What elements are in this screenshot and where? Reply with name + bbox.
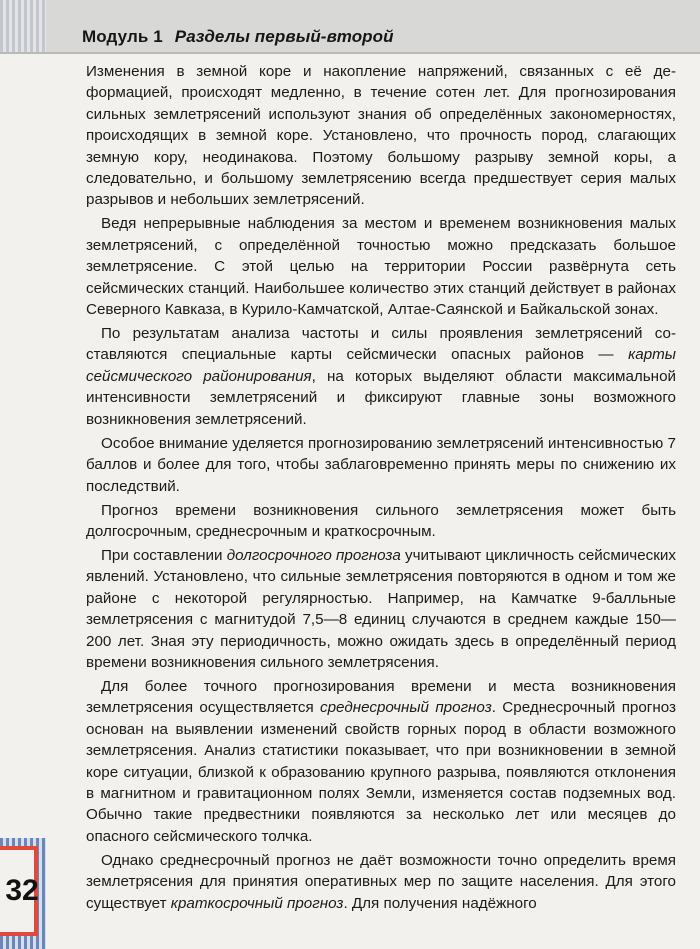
section-label: Разделы первый-второй	[174, 27, 394, 46]
paragraph	[86, 323, 676, 430]
text-run: . Среднесрочный прогноз основан на выявлении изменений свойств горных пород в области возможного землетрясения. Анализ статистики показывает, что при возникновении в земной коре ситуации, близкой к образованию крупного разрыва, появляются отклонения в магнитном и гравитационном полях Земли, изменяется состав подземных вод. Обычно такие предвестники появляются за несколько лет или месяцев до опасного сейсмического толчка.	[86, 699, 676, 845]
page-badge	[0, 838, 46, 949]
emphasized-term: карты сейсмического районирования	[86, 346, 676, 385]
paragraph	[86, 676, 676, 847]
emphasized-term: среднесрочный прогноз	[320, 699, 492, 717]
paragraph	[86, 850, 676, 914]
text-run: Однако среднесрочный прогноз не даёт возможности точно определить время землетрясения для принятия оперативных мер по защите населения. Для этого существует	[86, 851, 676, 912]
text-run: При составлении	[101, 546, 227, 564]
paragraph	[86, 545, 676, 673]
text-run: Особое внимание уделяется прогнозированию землетрясений интенсивностью 7 баллов и более для того, чтобы заблаговременно принять меры по снижению их последствий.	[86, 434, 676, 495]
paragraph	[86, 433, 676, 497]
text-run: , на которых выделяют области максимальной интенсивности землетрясений и фиксируют главные зоны возможного возникновения землетрясений.	[86, 367, 676, 428]
page-number: 32	[5, 874, 39, 907]
text-run: . Для получения надёжного	[343, 894, 537, 912]
text-run: Прогноз времени возникновения сильного землетрясения может быть долгосрочным, среднесрочным и краткосрочным.	[86, 501, 676, 540]
body-text	[86, 61, 676, 917]
text-run: Ведя непрерывные наблюдения за местом и временем возникновения малых землетрясений, с определённой точностью можно предсказать большое землетрясение. С этой целью на территории России развёрнута сеть сейсмических станций. Наибольшее количество этих станций действует в районах Северного Кавказа, в Курило-Камчатской, Алтае-Саянской и Байкальской зонах.	[86, 215, 676, 319]
text-run: Изменения в земной коре и накопление напряжений, связанных с её деформацией, происходят медленно, в течение сотен лет. Для прогнозирования сильных землетрясений используют знания об определённых закономерностях, происходящих в земной коре. Установлено, что прочность пород, слагающих земную кору, неодинакова. Поэтому большому разрыву земной коры, а следовательно, и большому землетрясению всегда предшествует серия малых разрывов и небольших землетрясений.	[86, 63, 676, 209]
header-stripes	[0, 0, 46, 52]
emphasized-term: долгосрочного прогноза	[226, 546, 401, 564]
header-title	[82, 27, 394, 47]
running-header	[0, 0, 700, 54]
emphasized-term: краткосрочный прогноз	[170, 894, 344, 912]
paragraph	[86, 61, 676, 211]
text-run: учитывают цикличность сейсмических явлений. Установлено, что сильные землетрясения повторяются в одном и том же районе с некоторой регулярностью. Например, на Камчатке 9-балльные землетрясения с магнитудой 7,5—8 единиц случаются в среднем каждые 150—200 лет. Зная эту периодичность, можно ожидать здесь в определённый период времени возникновения сильного землетрясения.	[86, 546, 676, 671]
text-run: Для более точного прогнозирования времени и места возникновения землетрясения осуществляется	[86, 677, 676, 717]
text-run: По результатам анализа частоты и силы проявления землетрясений составляются специальные карты сейсмически опасных районов —	[86, 325, 676, 364]
paragraph	[86, 500, 676, 543]
module-label: Модуль 1	[82, 27, 163, 46]
paragraph	[86, 213, 676, 320]
